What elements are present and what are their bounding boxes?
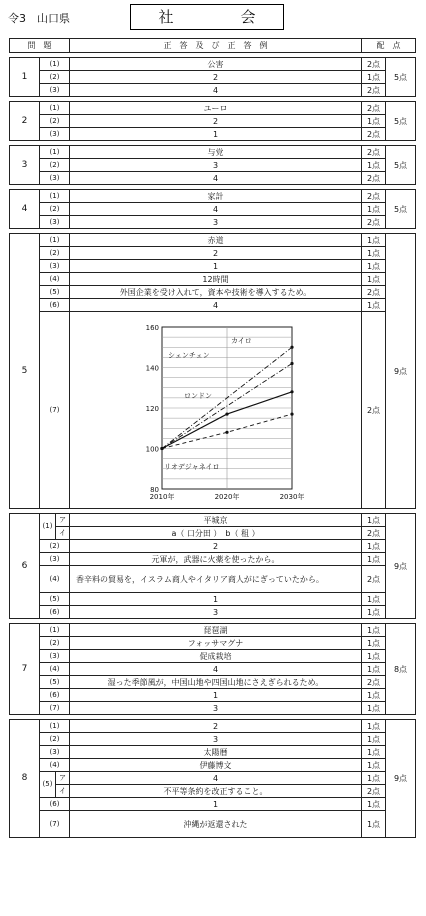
sub-question-number: (3) [40,216,70,229]
row-points: 1点 [362,798,386,811]
data-point [160,447,163,450]
sub-question-number: (4) [40,663,70,676]
row-points: 1点 [362,624,386,637]
header-row [10,39,416,53]
answer-row [10,798,416,811]
question-number: 6 [10,514,40,619]
row-points: 1点 [362,514,386,527]
sub-question-number: (6) [40,798,70,811]
sub-question-number: (4) [40,759,70,772]
row-points: 1点 [362,247,386,260]
x-tick-label: 2010年 [149,493,175,501]
answer-text: 3 [70,733,362,746]
row-points: 2点 [362,190,386,203]
answer-row [10,514,416,527]
data-point [290,362,293,365]
answer-text: 元軍が，武器に火薬を使ったから。 [70,553,362,566]
row-points: 2点 [362,286,386,299]
answer-row [10,759,416,772]
answer-row [10,84,416,97]
answer-text: 琵琶湖 [70,624,362,637]
answer-row [10,785,416,798]
answer-row [10,527,416,540]
answer-row [10,676,416,689]
sub-question-number: (2) [40,247,70,260]
sub-question-number: (3) [40,650,70,663]
x-tick-label: 2020年 [214,493,240,501]
sub-question-number: (1) [40,234,70,247]
row-points: 2点 [362,84,386,97]
answer-text: 4 [70,84,362,97]
sub-question-number: (7) [40,811,70,838]
x-tick-label: 2030年 [279,493,305,501]
row-points: 1点 [362,115,386,128]
row-points: 1点 [362,553,386,566]
row-points: 2点 [362,58,386,71]
answer-text: 12時間 [70,273,362,286]
y-tick-label: 120 [145,405,160,413]
sub-sub-label: イ [56,785,70,798]
data-point [290,412,293,415]
answer-text: 2 [70,115,362,128]
row-points: 1点 [362,606,386,619]
answer-row [10,58,416,71]
answer-row [10,203,416,216]
row-points: 1点 [362,720,386,733]
row-points: 2点 [362,312,386,509]
answer-text: a（ 口分田 ） b（ 租 ） [70,527,362,540]
question-number: 5 [10,234,40,509]
row-points: 2点 [362,128,386,141]
column-header-answer: 正 答 及 び 正 答 例 [70,39,362,53]
answer-text: 4 [70,203,362,216]
answer-text: 2 [70,540,362,553]
answer-text: 家計 [70,190,362,203]
answer-row [10,247,416,260]
sub-question-number: (6) [40,606,70,619]
sub-question-number: (1) [40,624,70,637]
answer-text: 1 [70,798,362,811]
row-points: 2点 [362,216,386,229]
sub-question-number: (2) [40,540,70,553]
row-points: 1点 [362,637,386,650]
sub-question-number: (4) [40,273,70,286]
sub-question-number: (7) [40,312,70,509]
answer-text: 沖縄が返還された [70,811,362,838]
row-points: 1点 [362,593,386,606]
row-points: 1点 [362,299,386,312]
section-total: 5点 [386,58,416,97]
answer-row [10,102,416,115]
answer-row [10,663,416,676]
answer-text: 香辛料の貿易を，イスラム商人やイタリア商人がにぎっていたから。 [70,566,362,593]
row-points: 1点 [362,759,386,772]
section-total: 5点 [386,190,416,229]
row-points: 1点 [362,71,386,84]
answer-row [10,606,416,619]
answer-text: 2 [70,720,362,733]
sub-question-number: (4) [40,566,70,593]
question-number: 4 [10,190,40,229]
question-number: 7 [10,624,40,715]
sub-question-number: (3) [40,746,70,759]
answer-row [10,637,416,650]
sub-question-number: (3) [40,260,70,273]
row-points: 2点 [362,146,386,159]
answer-row [10,720,416,733]
answer-key-sheet [9,38,415,838]
row-points: 1点 [362,260,386,273]
answer-row [10,128,416,141]
row-points: 1点 [362,663,386,676]
row-points: 1点 [362,159,386,172]
data-point [225,412,228,415]
row-points: 1点 [362,203,386,216]
row-points: 1点 [362,540,386,553]
answer-text: 赤道 [70,234,362,247]
answer-text: フォッサマグナ [70,637,362,650]
sub-question-number: (5) [40,286,70,299]
answer-text: 3 [70,159,362,172]
answer-row [10,159,416,172]
y-tick-label: 80 [150,486,160,494]
answer-row [10,190,416,203]
data-point [290,346,293,349]
sub-sub-label: ア [56,772,70,785]
answer-row [10,733,416,746]
answer-text: 4 [70,172,362,185]
sub-question-number: (1) [40,190,70,203]
row-points: 1点 [362,234,386,247]
answer-text: 湿った季節風が，中国山地や四国山地にさえぎられるため。 [70,676,362,689]
answer-text: 2 [70,247,362,260]
sub-question-number: (3) [40,84,70,97]
sub-question-number: (1) [40,102,70,115]
sub-sub-label: ア [56,514,70,527]
exam-header-label: 令3 山口県 [8,12,70,25]
row-points: 1点 [362,746,386,759]
sub-question-number: (2) [40,733,70,746]
answer-text: 3 [70,702,362,715]
answer-text: 1 [70,689,362,702]
row-points: 1点 [362,811,386,838]
sub-question-number: (2) [40,203,70,216]
row-points: 1点 [362,772,386,785]
sub-question-number: (6) [40,299,70,312]
series-label: リオデジャネイロ [164,462,220,471]
sub-question-number: (6) [40,689,70,702]
answer-row [10,286,416,299]
sub-question-number: (3) [40,553,70,566]
answer-text: 3 [70,216,362,229]
answer-text: 外国企業を受け入れて，資本や技術を導入するため。 [70,286,362,299]
answer-row [10,624,416,637]
answer-text: 促成栽培 [70,650,362,663]
row-points: 2点 [362,102,386,115]
row-points: 1点 [362,702,386,715]
answer-row [10,115,416,128]
sub-question-number: (1) [40,58,70,71]
sub-question-number: (5) [40,593,70,606]
answer-text: 1 [70,260,362,273]
row-points: 2点 [362,566,386,593]
column-header-question: 問 題 [10,39,70,53]
answer-text: 与党 [70,146,362,159]
answer-row [10,234,416,247]
answer-text: 公害 [70,58,362,71]
section-total: 8点 [386,624,416,715]
section-total: 5点 [386,146,416,185]
column-header-points: 配 点 [362,39,416,53]
row-points: 2点 [362,785,386,798]
sub-question-number: (2) [40,115,70,128]
answer-text: 不平等条約を改正すること。 [70,785,362,798]
answer-row [10,299,416,312]
question-number: 2 [10,102,40,141]
answer-text: 4 [70,299,362,312]
question-number: 3 [10,146,40,185]
y-tick-label: 160 [145,324,160,332]
answer-row [10,772,416,785]
series-label: シェンチェン [168,351,210,360]
question-number: 1 [10,58,40,97]
answer-row [10,71,416,84]
answer-text: 4 [70,663,362,676]
answer-row [10,702,416,715]
row-points: 2点 [362,172,386,185]
sub-question-number: (3) [40,172,70,185]
answer-row [10,746,416,759]
sub-sub-label: イ [56,527,70,540]
row-points: 2点 [362,676,386,689]
answer-text: 平城京 [70,514,362,527]
answer-text: 4 [70,772,362,785]
sub-question-number: (7) [40,702,70,715]
row-points: 1点 [362,689,386,702]
section-total: 9点 [386,514,416,619]
answer-row [10,216,416,229]
answer-text: 1 [70,593,362,606]
section-total: 9点 [386,234,416,509]
row-points: 1点 [362,273,386,286]
y-tick-label: 140 [145,364,160,373]
answer-row [10,273,416,286]
answer-text: 3 [70,606,362,619]
sub-question-number: (1) [40,514,56,540]
answer-text: ユーロ [70,102,362,115]
answer-row [10,566,416,593]
row-points: 1点 [362,733,386,746]
answer-row [10,146,416,159]
sub-question-number: (2) [40,637,70,650]
answer-row [10,553,416,566]
data-point [225,431,228,434]
sub-question-number: (5) [40,676,70,689]
answer-row [10,811,416,838]
answer-row [10,689,416,702]
sub-question-number: (2) [40,159,70,172]
answer-row [10,260,416,273]
question-number: 8 [10,720,40,838]
answer-text: 伊藤博文 [70,759,362,772]
chart-cell [70,312,362,509]
answer-text: 太陽暦 [70,746,362,759]
answer-table [9,38,416,838]
answer-row [10,312,416,509]
answer-row [10,650,416,663]
sub-question-number: (3) [40,128,70,141]
y-tick-label: 100 [145,445,160,454]
answer-row [10,540,416,553]
answer-text: 1 [70,128,362,141]
answer-row [10,172,416,185]
row-points: 2点 [362,527,386,540]
section-total: 9点 [386,720,416,838]
row-points: 1点 [362,650,386,663]
sub-question-number: (2) [40,71,70,84]
section-total: 5点 [386,102,416,141]
page-title: 社 会 [130,4,284,30]
answer-text: 2 [70,71,362,84]
data-point [290,390,293,393]
line-chart [140,319,305,505]
sub-question-number: (1) [40,146,70,159]
series-label: カイロ [231,337,252,346]
answer-row [10,593,416,606]
series-label: ロンドン [184,391,213,400]
sub-question-number: (5) [40,772,56,798]
sub-question-number: (1) [40,720,70,733]
